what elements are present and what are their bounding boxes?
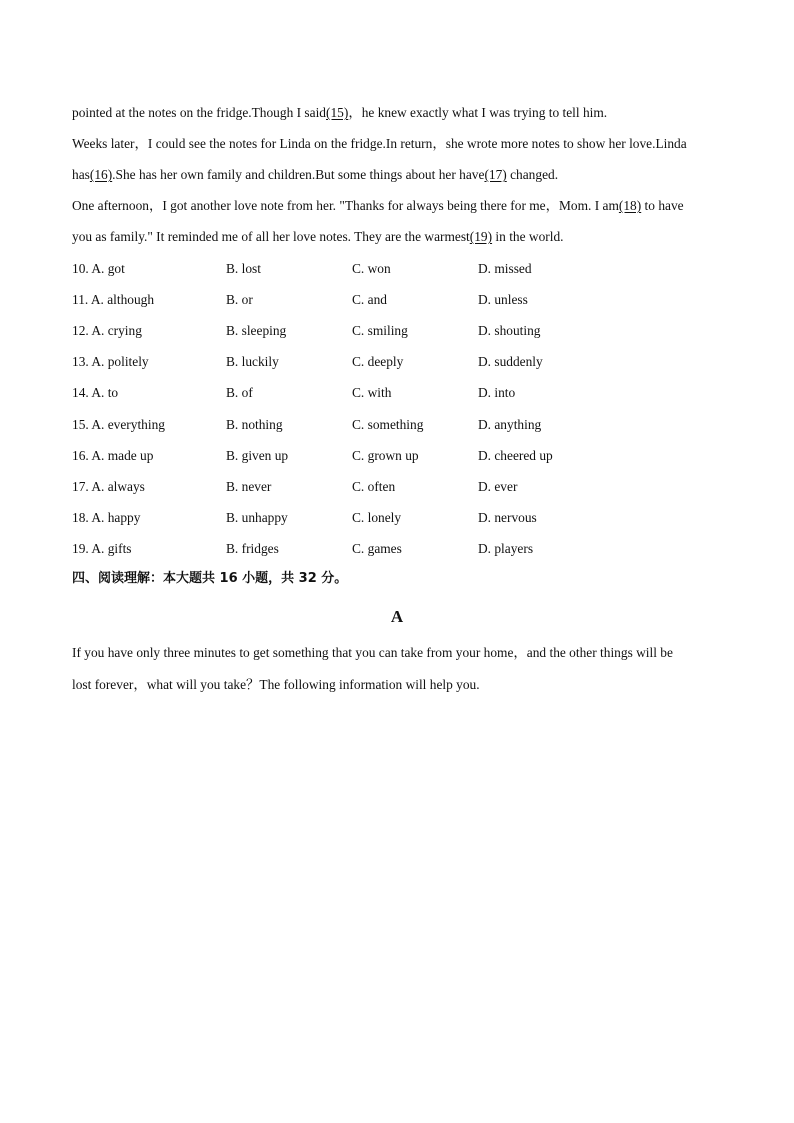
option-d: D. anything xyxy=(478,417,542,432)
option-d: D. players xyxy=(478,541,534,556)
option-a: 11. A. although xyxy=(72,292,155,307)
option-b: B. of xyxy=(226,385,253,400)
option-c: C. something xyxy=(352,417,424,432)
question-15 xyxy=(72,416,692,434)
option-d: D. suddenly xyxy=(478,354,543,369)
option-b: B. or xyxy=(226,292,253,307)
blank-18: (18) xyxy=(618,198,642,213)
option-d: D. into xyxy=(478,385,516,400)
option-b: B. given up xyxy=(226,448,289,463)
text: Weeks later，I could see the notes for Linda on the fridge.In return，she wrote more notes to show her love.Linda xyxy=(72,136,687,151)
option-a: 19. A. gifts xyxy=(72,541,132,556)
option-d: D. nervous xyxy=(478,510,537,525)
section-heading: 四、阅读理解：本大题共 16 小题，共 32 分。 xyxy=(72,571,348,586)
question-11 xyxy=(72,291,692,309)
passage-line-1 xyxy=(72,104,607,122)
option-c: C. with xyxy=(352,385,392,400)
text: .She has her own family and children.But some things about her have xyxy=(112,167,485,182)
blank-16: (16) xyxy=(89,167,113,182)
option-a: 10. A. got xyxy=(72,261,125,276)
option-c: C. smiling xyxy=(352,323,408,338)
text: changed. xyxy=(506,167,559,182)
text: has xyxy=(72,167,90,182)
option-d: D. unless xyxy=(478,292,528,307)
question-10 xyxy=(72,260,692,278)
passage-line-4 xyxy=(72,197,684,215)
option-a: 15. A. everything xyxy=(72,417,165,432)
option-b: B. lost xyxy=(226,261,261,276)
option-a: 16. A. made up xyxy=(72,448,154,463)
option-d: D. missed xyxy=(478,261,532,276)
option-b: B. sleeping xyxy=(226,323,287,338)
blank-17: (17) xyxy=(484,167,507,182)
option-c: C. and xyxy=(352,292,387,307)
option-b: B. unhappy xyxy=(226,510,288,525)
option-c: C. often xyxy=(352,479,396,494)
option-b: B. fridges xyxy=(226,541,279,556)
question-13 xyxy=(72,353,692,371)
text: to have xyxy=(641,198,684,213)
passage-title: A xyxy=(390,607,404,626)
option-d: D. ever xyxy=(478,479,518,494)
question-18 xyxy=(72,509,692,527)
question-12 xyxy=(72,322,692,340)
option-c: C. games xyxy=(352,541,402,556)
text: ，he knew exactly what I was trying to tell him. xyxy=(348,105,608,120)
option-a: 17. A. always xyxy=(72,479,145,494)
option-a: 18. A. happy xyxy=(72,510,141,525)
option-c: C. deeply xyxy=(352,354,404,369)
question-19 xyxy=(72,540,692,558)
question-14 xyxy=(72,384,692,402)
passage-line-5 xyxy=(72,228,563,246)
option-d: D. cheered up xyxy=(478,448,553,463)
text: you as family." It reminded me of all her love notes. They are the warmest xyxy=(72,229,470,244)
option-b: B. luckily xyxy=(226,354,279,369)
passage-a-line-2: lost forever，what will you take？The following information will help you. xyxy=(72,677,480,692)
option-c: C. lonely xyxy=(352,510,402,525)
option-b: B. nothing xyxy=(226,417,283,432)
question-16 xyxy=(72,447,692,465)
text: pointed at the notes on the fridge.Though I said xyxy=(72,105,326,120)
option-a: 13. A. politely xyxy=(72,354,149,369)
option-a: 14. A. to xyxy=(72,385,119,400)
passage-line-3 xyxy=(72,166,558,184)
blank-15: (15) xyxy=(326,105,349,120)
text: in the world. xyxy=(492,229,564,244)
blank-19: (19) xyxy=(469,229,493,244)
passage-a-line-1: If you have only three minutes to get something that you can take from your home，and the other things will be xyxy=(72,645,673,660)
question-17 xyxy=(72,478,692,496)
passage-line-2 xyxy=(72,135,687,153)
option-c: C. won xyxy=(352,261,391,276)
option-d: D. shouting xyxy=(478,323,541,338)
text: One afternoon，I got another love note from her. "Thanks for always being there for me，Mom. I am xyxy=(72,198,619,213)
option-c: C. grown up xyxy=(352,448,419,463)
option-b: B. never xyxy=(226,479,272,494)
option-a: 12. A. crying xyxy=(72,323,142,338)
